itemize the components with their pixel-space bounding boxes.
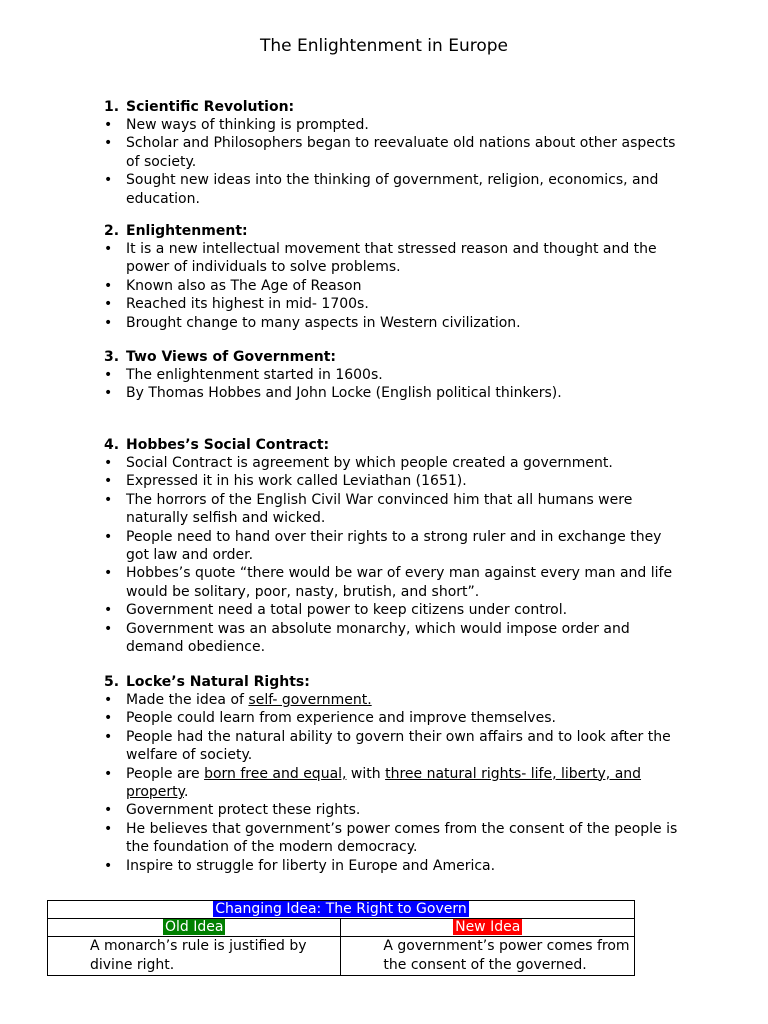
list-item-text: Made the idea of [126,692,249,708]
list-item-text: Government protect these rights. [126,802,361,819]
section-heading [104,348,684,366]
column-header-new [341,919,635,937]
bullet-icon: • [104,620,113,637]
bullet-icon: • [104,296,113,313]
list-item-text: People had the natural ability to govern their own affairs and to look after the welfare of society. [126,728,671,764]
bullet-icon: • [104,117,113,133]
list-item [104,564,684,601]
list-item [104,528,684,565]
bullet-icon: • [104,728,113,745]
section-number: 3. [104,349,120,365]
list-item [104,240,684,277]
bullet-icon: • [104,172,113,189]
page-title: The Enlightenment in Europe [260,36,508,56]
bullet-icon: • [104,765,113,782]
section-title: Two Views of Government: [126,349,336,365]
list-item-text: Government need a total power to keep citizens under control. [126,602,568,619]
list-item-text: Inspire to struggle for liberty in Europe and America. [126,857,496,874]
list-item-text: The enlightenment started in 1600s. [126,367,383,383]
bullet-icon: • [104,314,113,331]
section-heading [104,673,684,691]
section-scientific-revolution [104,98,684,208]
list-item-text: Social Contract is agreement by which people created a government. [126,455,613,471]
underlined-text: three natural rights- life, liberty, and property [126,765,642,801]
list-item-text: People could learn from experience and improve themselves. [126,710,556,727]
table-cell-new: A government’s power comes from the consent of the governed. [341,937,635,976]
section-heading [104,222,684,240]
section-title: Scientific Revolution: [126,99,295,115]
bullet-icon: • [104,710,113,727]
list-item-text: Known also as The Age of Reason [126,277,362,294]
list-item-text: He believes that government’s power comes from the consent of the people is the foundation of the modern democracy. [126,820,678,856]
bullet-icon: • [104,820,113,837]
list-item [104,384,684,402]
bullet-list [104,454,684,656]
bullet-icon: • [104,857,113,874]
list-item [104,491,684,528]
list-item [104,620,684,657]
list-item-text: Government was an absolute monarchy, which would impose order and demand obedience. [126,620,630,656]
list-item [104,171,684,208]
table-cell-old: A monarch’s rule is justified by divine right. [48,937,341,976]
list-item [104,601,684,619]
bullet-icon: • [104,602,113,619]
underlined-text: self- government. [248,692,372,708]
bullet-list [104,691,684,875]
bullet-list [104,366,684,403]
bullet-list [104,240,684,332]
list-item-text: People are [126,765,205,782]
bullet-icon: • [104,277,113,294]
column-header-new-text: New Idea [455,919,521,935]
list-item [104,765,684,802]
bullet-list [104,116,684,208]
changing-idea-table [47,900,635,976]
list-item-text: Hobbes’s quote “there would be war of every man against every man and life would be solitary, poor, nasty, brutish, and short”. [126,565,673,600]
section-title: Hobbes’s Social Contract: [126,437,330,453]
list-item-text: Reached its highest in mid- 1700s. [126,296,369,313]
section-number: 2. [104,223,120,239]
list-item [104,134,684,171]
list-item-text: Brought change to many aspects in Western civilization. [126,314,521,331]
list-item [104,691,684,709]
section-locke [104,673,684,875]
section-heading [104,98,684,116]
section-number: 1. [104,99,120,115]
bullet-icon: • [104,385,113,402]
list-item [104,801,684,819]
bullet-icon: • [104,528,113,545]
table-caption [48,901,635,919]
bullet-icon: • [104,802,113,819]
list-item-text: Scholar and Philosophers began to reevaluate old nations about other aspects of society. [126,135,676,170]
section-heading [104,436,684,454]
list-item [104,116,684,134]
section-title: Enlightenment: [126,223,248,239]
section-number: 5. [104,674,120,690]
section-two-views [104,348,684,403]
list-item [104,454,684,472]
list-item [104,277,684,295]
underlined-text: born free and equal, [204,765,347,782]
table-header-row [48,919,635,937]
list-item [104,314,684,332]
list-item [104,295,684,313]
section-hobbes [104,436,684,656]
list-item-text: Expressed it in his work called Leviathan (1651). [126,473,467,490]
list-item [104,857,684,875]
bullet-icon: • [104,491,113,508]
list-item [104,820,684,857]
list-item [104,472,684,490]
list-item-text: It is a new intellectual movement that stressed reason and thought and the power of individuals to solve problems. [126,241,657,276]
list-item-text: By Thomas Hobbes and John Locke (English political thinkers). [126,385,562,402]
table-caption-row [48,901,635,919]
bullet-icon: • [104,455,113,471]
table-row [48,937,635,976]
bullet-icon: • [104,367,113,383]
section-number: 4. [104,437,120,453]
table-caption-text: Changing Idea: The Right to Govern [215,901,467,917]
list-item-text: Sought new ideas into the thinking of government, religion, economics, and education. [126,172,659,207]
column-header-old-text: Old Idea [164,919,224,935]
list-item-text: The horrors of the English Civil War convinced him that all humans were naturally selfish and wicked. [126,491,633,527]
bullet-icon: • [104,241,113,257]
bullet-icon: • [104,473,113,490]
list-item-text: People need to hand over their rights to a strong ruler and in exchange they got law and order. [126,528,662,564]
bullet-icon: • [104,565,113,582]
list-item [104,366,684,384]
list-item-text: . [183,784,189,801]
list-item [104,728,684,765]
section-title: Locke’s Natural Rights: [126,674,310,690]
bullet-icon: • [104,135,113,152]
column-header-old [48,919,341,937]
list-item-text: New ways of thinking is prompted. [126,117,369,133]
section-enlightenment [104,222,684,332]
bullet-icon: • [104,692,113,708]
list-item [104,709,684,727]
list-item-text: with [346,765,386,782]
